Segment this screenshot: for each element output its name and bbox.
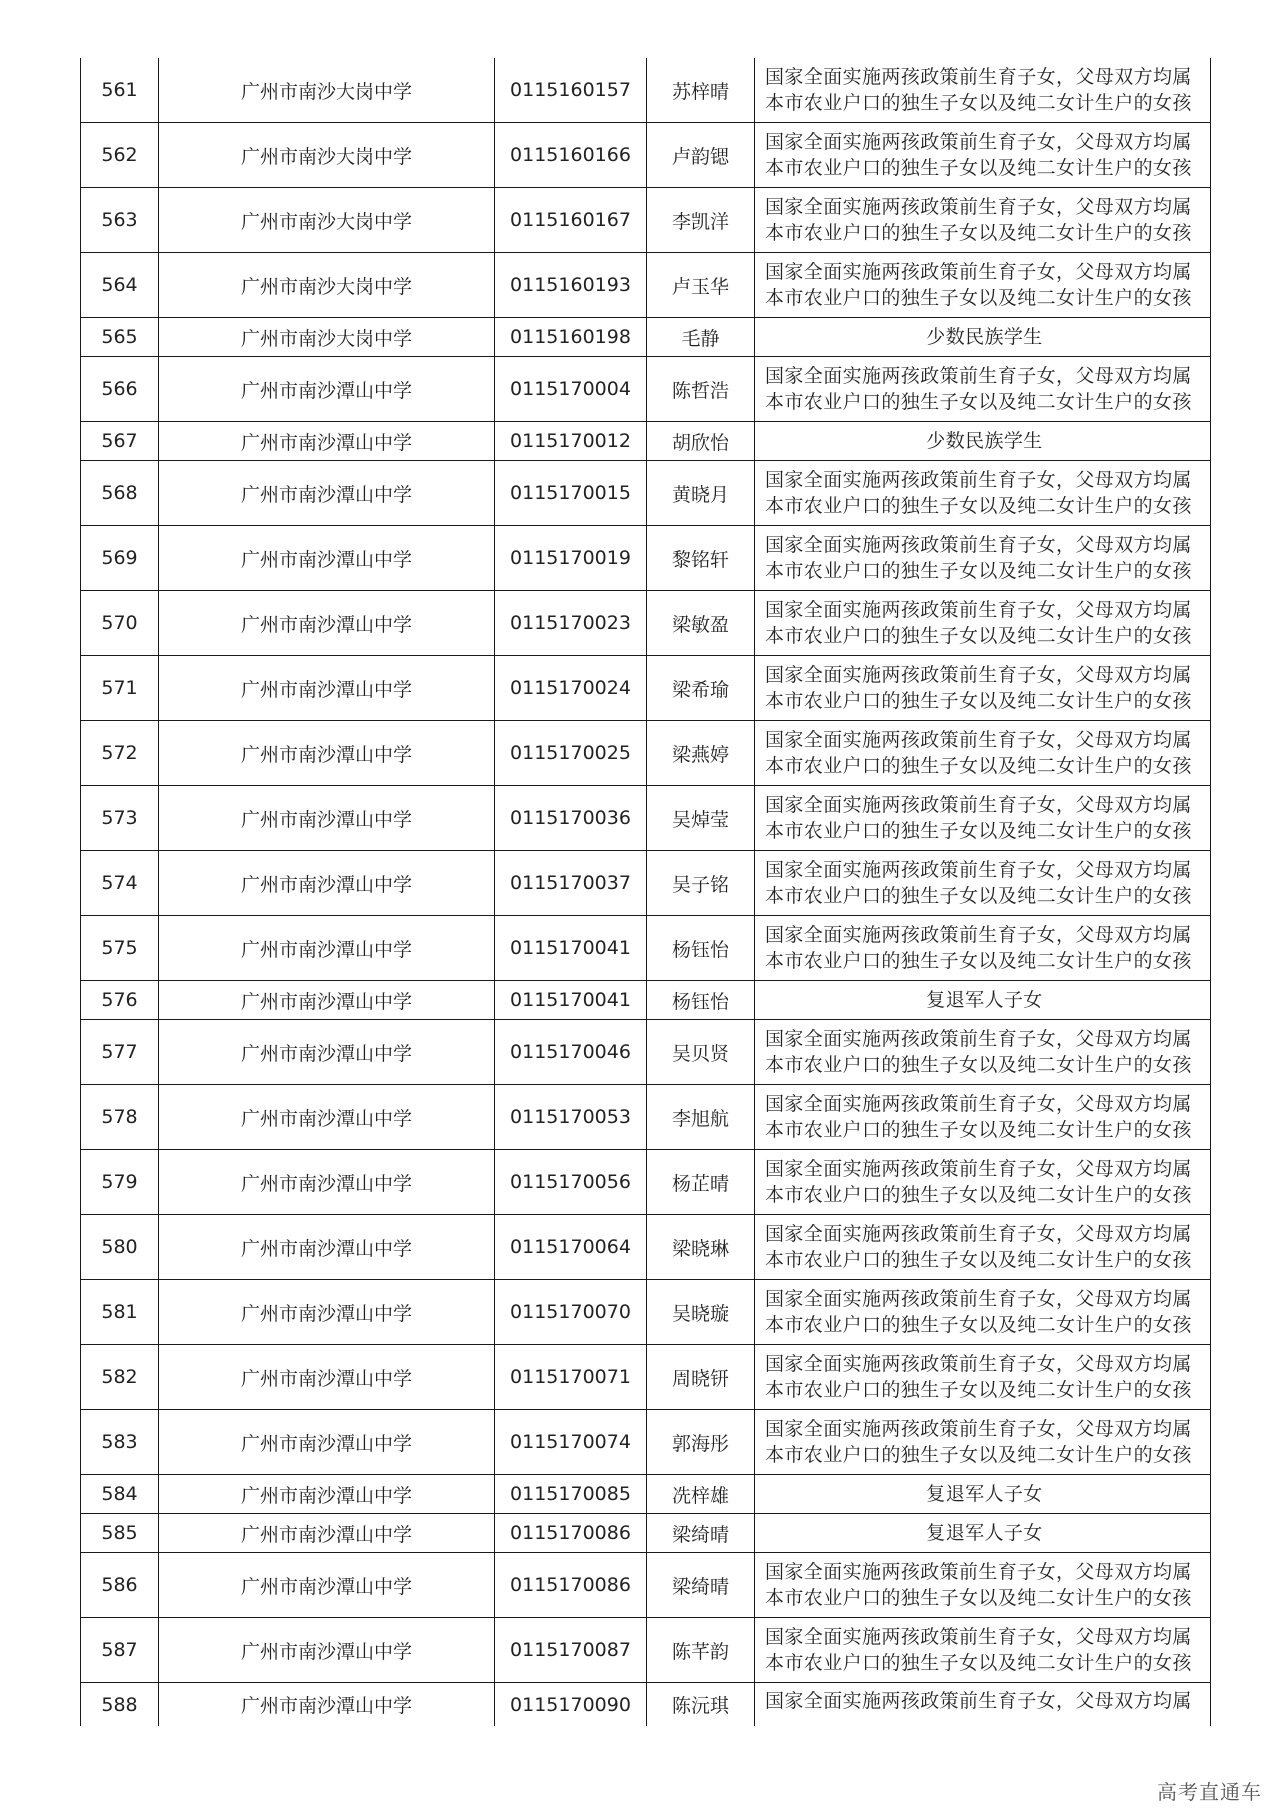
student-id-cell: 0115160157 [495,58,647,123]
category-cell: 国家全面实施两孩政策前生育子女，父母双方均属本市农业户口的独生子女以及纯二女计生户的女孩 [755,1215,1211,1280]
school-cell: 广州市南沙潭山中学 [159,422,495,461]
student-id-cell: 0115160166 [495,123,647,188]
row-number-cell: 564 [81,253,159,318]
student-name-cell: 毛静 [647,318,755,357]
row-number-cell: 577 [81,1020,159,1085]
watermark-text: 高考直通车 [1157,1780,1262,1804]
row-number-cell: 569 [81,526,159,591]
student-name-cell: 梁敏盈 [647,591,755,656]
student-id-cell: 0115170046 [495,1020,647,1085]
table-row [81,1085,1211,1150]
category-cell: 国家全面实施两孩政策前生育子女，父母双方均属本市农业户口的独生子女以及纯二女计生户的女孩 [755,58,1211,123]
student-id-cell: 0115170086 [495,1514,647,1553]
school-cell: 广州市南沙潭山中学 [159,1345,495,1410]
category-cell: 国家全面实施两孩政策前生育子女，父母双方均属本市农业户口的独生子女以及纯二女计生户的女孩 [755,1280,1211,1345]
category-cell: 国家全面实施两孩政策前生育子女，父母双方均属本市农业户口的独生子女以及纯二女计生户的女孩 [755,253,1211,318]
category-cell: 国家全面实施两孩政策前生育子女，父母双方均属本市农业户口的独生子女以及纯二女计生户的女孩 [755,461,1211,526]
table-row [81,58,1211,123]
student-id-cell: 0115170074 [495,1410,647,1475]
category-cell: 国家全面实施两孩政策前生育子女，父母双方均属本市农业户口的独生子女以及纯二女计生户的女孩 [755,357,1211,422]
school-cell: 广州市南沙潭山中学 [159,1618,495,1683]
student-name-cell: 吴贝贤 [647,1020,755,1085]
student-name-cell: 梁晓琳 [647,1215,755,1280]
table-row [81,1475,1211,1514]
school-cell: 广州市南沙潭山中学 [159,656,495,721]
table-row [81,1683,1211,1727]
table-row [81,422,1211,461]
student-id-cell: 0115160167 [495,188,647,253]
table-row [81,1345,1211,1410]
student-name-cell: 梁绮晴 [647,1553,755,1618]
student-id-cell: 0115170015 [495,461,647,526]
category-cell: 国家全面实施两孩政策前生育子女，父母双方均属本市农业户口的独生子女以及纯二女计生户的女孩 [755,1618,1211,1683]
table-row [81,357,1211,422]
category-cell: 国家全面实施两孩政策前生育子女，父母双方均属本市农业户口的独生子女以及纯二女计生户的女孩 [755,123,1211,188]
category-cell: 国家全面实施两孩政策前生育子女，父母双方均属本市农业户口的独生子女以及纯二女计生户的女孩 [755,851,1211,916]
row-number-cell: 588 [81,1683,159,1727]
category-cell: 国家全面实施两孩政策前生育子女，父母双方均属本市农业户口的独生子女以及纯二女计生户的女孩 [755,916,1211,981]
student-id-cell: 0115170086 [495,1553,647,1618]
table-row [81,591,1211,656]
school-cell: 广州市南沙潭山中学 [159,851,495,916]
category-cell: 国家全面实施两孩政策前生育子女，父母双方均属本市农业户口的独生子女以及纯二女计生户的女孩 [755,591,1211,656]
category-cell: 复退军人子女 [755,1514,1211,1553]
student-name-cell: 周晓钘 [647,1345,755,1410]
student-id-cell: 0115170090 [495,1683,647,1727]
category-cell: 国家全面实施两孩政策前生育子女，父母双方均属本市农业户口的独生子女以及纯二女计生户的女孩 [755,1553,1211,1618]
table-row [81,916,1211,981]
school-cell: 广州市南沙潭山中学 [159,1475,495,1514]
row-number-cell: 585 [81,1514,159,1553]
school-cell: 广州市南沙潭山中学 [159,1683,495,1727]
table-row [81,981,1211,1020]
school-cell: 广州市南沙潭山中学 [159,357,495,422]
row-number-cell: 571 [81,656,159,721]
row-number-cell: 581 [81,1280,159,1345]
category-cell: 国家全面实施两孩政策前生育子女，父母双方均属本市农业户口的独生子女以及纯二女计生户的女孩 [755,1345,1211,1410]
row-number-cell: 575 [81,916,159,981]
school-cell: 广州市南沙潭山中学 [159,1553,495,1618]
student-name-cell: 陈芊韵 [647,1618,755,1683]
student-name-cell: 冼梓雄 [647,1475,755,1514]
student-name-cell: 梁燕婷 [647,721,755,786]
student-id-cell: 0115170053 [495,1085,647,1150]
row-number-cell: 563 [81,188,159,253]
table-body [81,58,1211,1726]
school-cell: 广州市南沙大岗中学 [159,188,495,253]
student-id-cell: 0115170019 [495,526,647,591]
category-cell: 国家全面实施两孩政策前生育子女，父母双方均属本市农业户口的独生子女以及纯二女计生户的女孩 [755,721,1211,786]
category-cell: 国家全面实施两孩政策前生育子女，父母双方均属本市农业户口的独生子女以及纯二女计生户的女孩 [755,786,1211,851]
student-id-cell: 0115170024 [495,656,647,721]
category-cell: 复退军人子女 [755,981,1211,1020]
student-id-cell: 0115170041 [495,981,647,1020]
school-cell: 广州市南沙潭山中学 [159,721,495,786]
school-cell: 广州市南沙潭山中学 [159,1150,495,1215]
student-name-cell: 杨芷晴 [647,1150,755,1215]
student-name-cell: 黄晓月 [647,461,755,526]
row-number-cell: 587 [81,1618,159,1683]
student-name-cell: 苏梓晴 [647,58,755,123]
student-id-cell: 0115170012 [495,422,647,461]
student-id-cell: 0115160193 [495,253,647,318]
student-name-cell: 卢韵锶 [647,123,755,188]
category-cell: 复退军人子女 [755,1475,1211,1514]
row-number-cell: 572 [81,721,159,786]
table-row [81,1150,1211,1215]
row-number-cell: 580 [81,1215,159,1280]
school-cell: 广州市南沙潭山中学 [159,1280,495,1345]
row-number-cell: 573 [81,786,159,851]
row-number-cell: 574 [81,851,159,916]
row-number-cell: 583 [81,1410,159,1475]
school-cell: 广州市南沙潭山中学 [159,591,495,656]
row-number-cell: 578 [81,1085,159,1150]
student-id-cell: 0115170036 [495,786,647,851]
table-row [81,786,1211,851]
school-cell: 广州市南沙潭山中学 [159,1215,495,1280]
table-row [81,851,1211,916]
student-name-cell: 陈哲浩 [647,357,755,422]
category-cell: 少数民族学生 [755,318,1211,357]
table-row [81,526,1211,591]
school-cell: 广州市南沙潭山中学 [159,1020,495,1085]
student-name-cell: 杨钰怡 [647,981,755,1020]
school-cell: 广州市南沙潭山中学 [159,1085,495,1150]
school-cell: 广州市南沙大岗中学 [159,123,495,188]
school-cell: 广州市南沙潭山中学 [159,786,495,851]
student-id-cell: 0115170056 [495,1150,647,1215]
student-name-cell: 梁绮晴 [647,1514,755,1553]
row-number-cell: 579 [81,1150,159,1215]
table-row [81,1514,1211,1553]
row-number-cell: 568 [81,461,159,526]
school-cell: 广州市南沙潭山中学 [159,1514,495,1553]
school-cell: 广州市南沙潭山中学 [159,1410,495,1475]
table-row [81,253,1211,318]
table-row [81,318,1211,357]
category-cell: 国家全面实施两孩政策前生育子女，父母双方均属本市农业户口的独生子女以及纯二女计生户的女孩 [755,1085,1211,1150]
school-cell: 广州市南沙大岗中学 [159,318,495,357]
row-number-cell: 576 [81,981,159,1020]
student-id-cell: 0115160198 [495,318,647,357]
row-number-cell: 584 [81,1475,159,1514]
school-cell: 广州市南沙大岗中学 [159,58,495,123]
table-row [81,461,1211,526]
row-number-cell: 582 [81,1345,159,1410]
table-row [81,1280,1211,1345]
student-name-cell: 郭海彤 [647,1410,755,1475]
student-id-cell: 0115170087 [495,1618,647,1683]
student-name-cell: 胡欣怡 [647,422,755,461]
table-row [81,1215,1211,1280]
student-name-cell: 吴晓璇 [647,1280,755,1345]
table-row [81,1410,1211,1475]
category-cell: 国家全面实施两孩政策前生育子女，父母双方均属本市农业户口的独生子女以及纯二女计生户的女孩 [755,656,1211,721]
student-name-cell: 李凯洋 [647,188,755,253]
table-row [81,188,1211,253]
student-name-cell: 吴焯莹 [647,786,755,851]
student-name-cell: 卢玉华 [647,253,755,318]
row-number-cell: 561 [81,58,159,123]
category-cell: 国家全面实施两孩政策前生育子女，父母双方均属本市农业户口的独生子女以及纯二女计生户的女孩 [755,188,1211,253]
student-id-cell: 0115170041 [495,916,647,981]
student-id-cell: 0115170025 [495,721,647,786]
category-cell: 国家全面实施两孩政策前生育子女，父母双方均属 [755,1683,1211,1727]
table-row [81,123,1211,188]
student-name-cell: 吴子铭 [647,851,755,916]
category-cell: 国家全面实施两孩政策前生育子女，父母双方均属本市农业户口的独生子女以及纯二女计生户的女孩 [755,526,1211,591]
row-number-cell: 566 [81,357,159,422]
row-number-cell: 562 [81,123,159,188]
school-cell: 广州市南沙潭山中学 [159,916,495,981]
table-row [81,721,1211,786]
student-name-cell: 黎铭轩 [647,526,755,591]
table-row [81,1020,1211,1085]
student-id-cell: 0115170071 [495,1345,647,1410]
category-cell: 少数民族学生 [755,422,1211,461]
student-name-cell: 梁希瑜 [647,656,755,721]
table-row [81,1553,1211,1618]
student-id-cell: 0115170085 [495,1475,647,1514]
student-id-cell: 0115170023 [495,591,647,656]
student-name-cell: 李旭航 [647,1085,755,1150]
student-id-cell: 0115170037 [495,851,647,916]
category-cell: 国家全面实施两孩政策前生育子女，父母双方均属本市农业户口的独生子女以及纯二女计生户的女孩 [755,1020,1211,1085]
student-id-cell: 0115170064 [495,1215,647,1280]
row-number-cell: 567 [81,422,159,461]
school-cell: 广州市南沙潭山中学 [159,526,495,591]
row-number-cell: 565 [81,318,159,357]
school-cell: 广州市南沙潭山中学 [159,981,495,1020]
student-list-table [80,58,1211,1726]
student-name-cell: 陈沅琪 [647,1683,755,1727]
category-cell: 国家全面实施两孩政策前生育子女，父母双方均属本市农业户口的独生子女以及纯二女计生户的女孩 [755,1410,1211,1475]
student-name-cell: 杨钰怡 [647,916,755,981]
row-number-cell: 570 [81,591,159,656]
school-cell: 广州市南沙潭山中学 [159,461,495,526]
table-row [81,1618,1211,1683]
row-number-cell: 586 [81,1553,159,1618]
school-cell: 广州市南沙大岗中学 [159,253,495,318]
student-id-cell: 0115170004 [495,357,647,422]
student-id-cell: 0115170070 [495,1280,647,1345]
table-row [81,656,1211,721]
category-cell: 国家全面实施两孩政策前生育子女，父母双方均属本市农业户口的独生子女以及纯二女计生户的女孩 [755,1150,1211,1215]
